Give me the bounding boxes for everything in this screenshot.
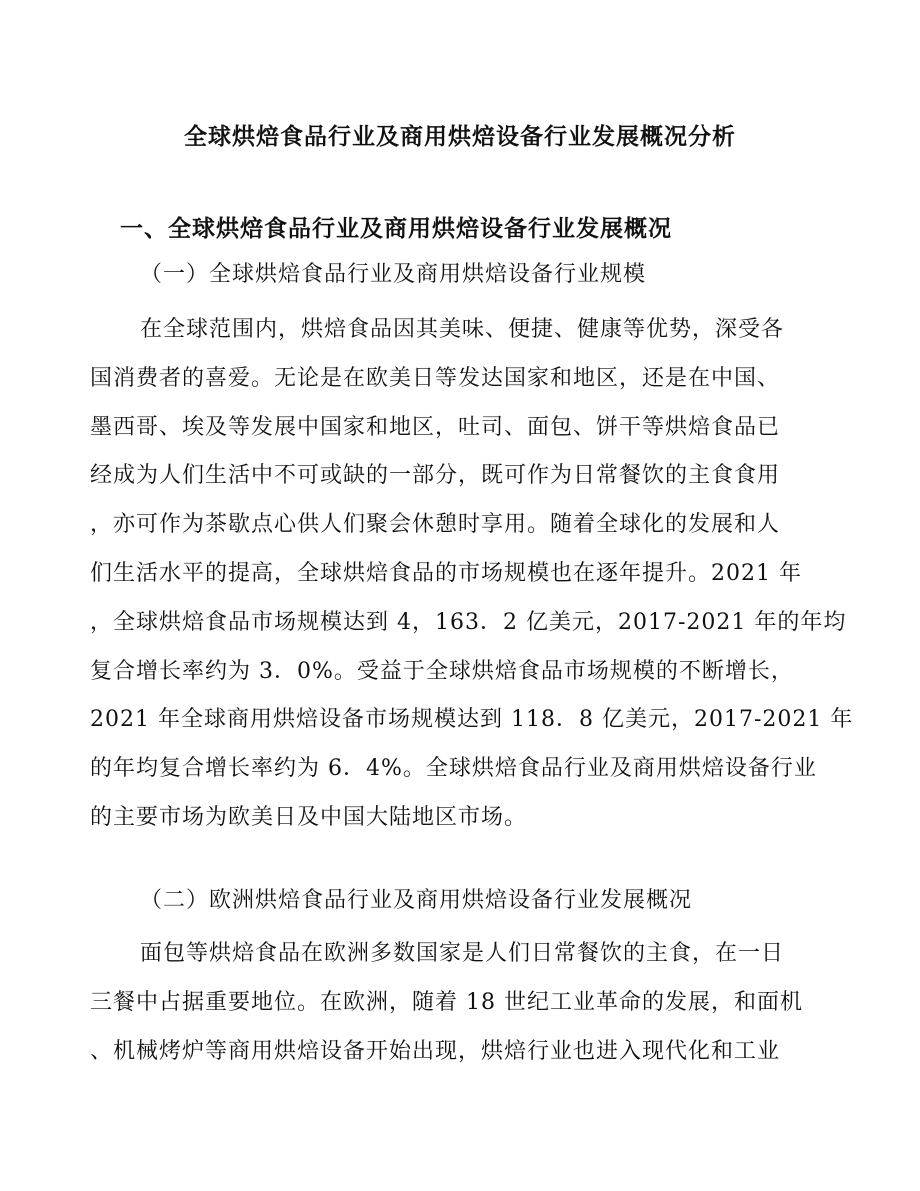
paragraph-line: 三餐中占据重要地位。在欧洲，随着 18 世纪工业革命的发展，和面机 (90, 989, 803, 1015)
paragraph-line: 经成为人们生活中不可或缺的一部分，既可作为日常餐饮的主食食用 (90, 463, 781, 489)
paragraph-line: 、机械烤炉等商用烘焙设备开始出现，烘焙行业也进入现代化和工业 (90, 1038, 781, 1064)
paragraph-line: 们生活水平的提高，全球烘焙食品的市场规模也在逐年提升。2021 年 (90, 560, 802, 586)
paragraph (90, 306, 854, 843)
document-title: 全球烘焙食品行业及商用烘焙设备行业发展概况分析 (184, 123, 736, 150)
paragraph-line: ，亦可作为茶歇点心供人们聚会休憩时享用。随着全球化的发展和人 (90, 512, 781, 538)
paragraph (90, 930, 830, 1076)
paragraph-line: 的主要市场为欧美日及中国大陆地区市场。 (90, 804, 528, 830)
paragraph-line: 在全球范围内，烘焙食品因其美味、便捷、健康等优势，深受各 (140, 317, 785, 342)
section-heading: 一、全球烘焙食品行业及商用烘焙设备行业发展概况 (120, 215, 672, 242)
subsection-heading: （一）全球烘焙食品行业及商用烘焙设备行业规模 (140, 262, 647, 287)
paragraph-line: 墨西哥、埃及等发展中国家和地区，吐司、面包、饼干等烘焙食品已 (90, 414, 781, 440)
subsection-heading: （二）欧洲烘焙食品行业及商用烘焙设备行业发展概况 (140, 888, 693, 913)
paragraph-line: 国消费者的喜爱。无论是在欧美日等发达国家和地区，还是在中国、 (90, 365, 781, 391)
paragraph-line: 的年均复合增长率约为 6．4%。全球烘焙食品行业及商用烘焙设备行业 (90, 756, 817, 782)
paragraph-line: 面包等烘焙食品在欧洲多数国家是人们日常餐饮的主食，在一日 (140, 941, 785, 966)
paragraph-line: 2021 年全球商用烘焙设备市场规模达到 118．8 亿美元，2017-2021 年 (90, 707, 854, 733)
paragraph-line: 复合增长率约为 3．0%。受益于全球烘焙食品市场规模的不断增长， (90, 658, 794, 684)
paragraph-line: ，全球烘焙食品市场规模达到 4，163．2 亿美元，2017-2021 年的年均 (90, 609, 847, 635)
